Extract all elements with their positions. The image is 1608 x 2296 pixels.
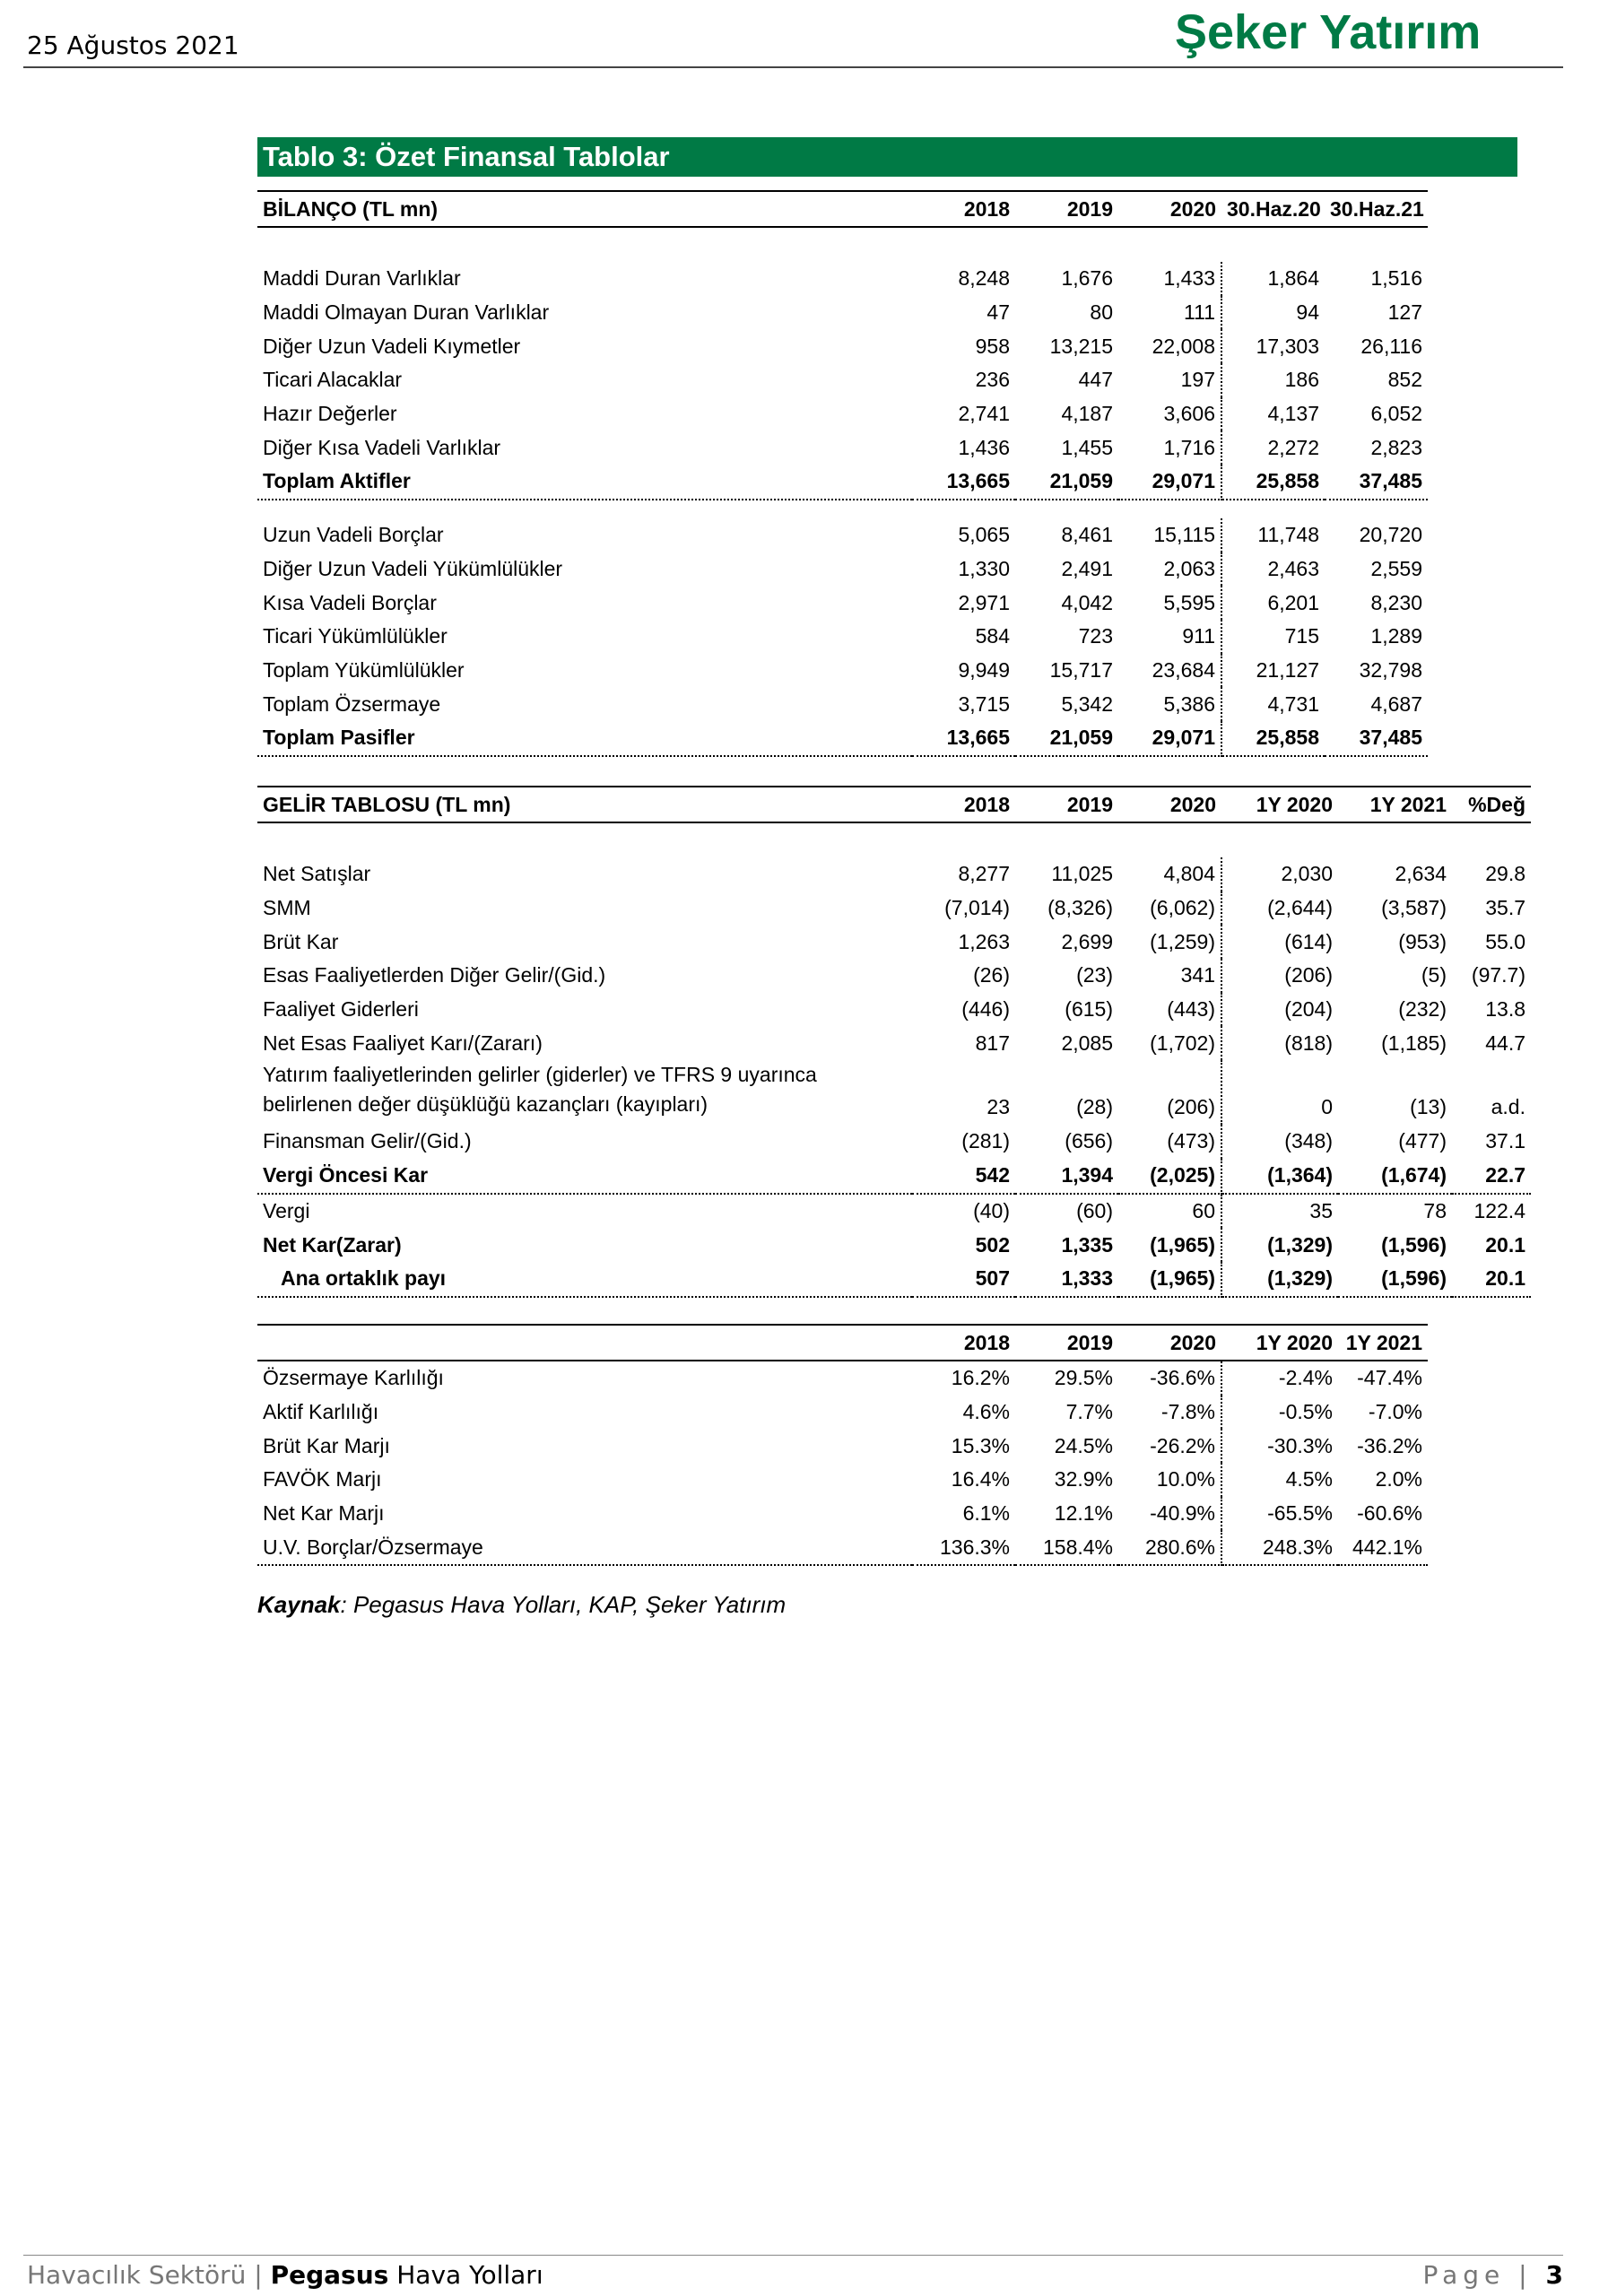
row-label: Vergi Öncesi Kar: [257, 1159, 912, 1194]
logo-text: Şeker Yatırım: [1175, 5, 1482, 59]
row-label: FAVÖK Marjı: [263, 1467, 382, 1492]
cell-value: -60.6%: [1357, 1501, 1422, 1526]
cell-value: 2,491: [1061, 556, 1113, 580]
row-label: Esas Faaliyetlerden Diğer Gelir/(Gid.): [263, 963, 606, 987]
table-row: [257, 329, 1428, 363]
cell-value: (818): [1284, 1031, 1333, 1055]
cell-value: (2,644): [1267, 896, 1333, 920]
table-row: [257, 363, 1428, 397]
row-label: Toplam Yükümlülükler: [263, 657, 465, 682]
row-label: Özsermaye Karlılığı: [263, 1366, 444, 1390]
cell-value: 2,699: [1061, 929, 1113, 953]
cell-value: 23: [987, 1095, 1010, 1119]
cell-value: 24.5%: [1054, 1433, 1113, 1457]
cell-value: (1,185): [1381, 1031, 1447, 1055]
cell-value: (953): [1398, 929, 1447, 953]
row-label: Maddi Olmayan Duran Varlıklar: [263, 300, 550, 325]
header-divider: [23, 66, 1563, 68]
cell-value: -30.3%: [1267, 1433, 1333, 1457]
cell-value: 1,335: [1061, 1232, 1113, 1257]
row-label: Ticari Alacaklar: [263, 368, 403, 392]
ratio-rows: [257, 1361, 1428, 1565]
col-header: %Değ: [1452, 787, 1531, 822]
cell-value: (1,965): [1118, 1262, 1221, 1297]
cell-value: (206): [1118, 1060, 1221, 1125]
income-header-row: [257, 787, 1531, 822]
cell-value: 122.4: [1473, 1198, 1525, 1222]
cell-value: 502: [975, 1232, 1010, 1257]
cell-value: 37.1: [1485, 1129, 1525, 1153]
row-label: Net Kar Marjı: [263, 1501, 385, 1526]
cell-value: 4.6%: [962, 1400, 1010, 1424]
cell-value: 78: [1423, 1198, 1447, 1222]
col-header: 2019: [1015, 191, 1118, 227]
liabilities-section: [257, 518, 1428, 756]
cell-value: -65.5%: [1267, 1501, 1333, 1526]
cell-value: 4,687: [1370, 691, 1422, 716]
col-header: 2019: [1015, 787, 1118, 822]
ratios-header-row: [257, 1325, 1428, 1361]
table-title: Tablo 3: Özet Finansal Tablolar: [257, 137, 1517, 177]
cell-value: -26.2%: [1118, 1429, 1221, 1463]
cell-value: -7.0%: [1368, 1400, 1422, 1424]
table-row: [257, 1194, 1531, 1229]
cell-value: 26,116: [1360, 334, 1422, 358]
row-label: Hazır Değerler: [263, 402, 397, 426]
cell-value: 15,115: [1118, 518, 1221, 552]
row-label: Diğer Kısa Vadeli Varlıklar: [263, 435, 501, 459]
cell-value: 25,858: [1221, 465, 1325, 500]
cell-value: 29,071: [1118, 721, 1221, 756]
income-rows: [257, 857, 1531, 1297]
cell-value: 852: [1387, 368, 1422, 392]
cell-value: (614): [1284, 929, 1333, 953]
cell-value: 8,230: [1370, 590, 1422, 614]
balance-header-row: [257, 191, 1428, 227]
footer-page: Page | 3: [1422, 2260, 1563, 2290]
col-header: 1Y 2020: [1221, 787, 1338, 822]
cell-value: (5): [1421, 963, 1447, 987]
cell-value: 1,333: [1015, 1262, 1118, 1297]
cell-value: -2.4%: [1278, 1366, 1333, 1390]
cell-value: 1,436: [958, 435, 1010, 459]
cell-value: 1,516: [1370, 266, 1422, 291]
footer-company-rest: Hava Yolları: [388, 2260, 543, 2290]
row-label: Ana ortaklık payı: [257, 1262, 912, 1297]
cell-value: 2,463: [1267, 556, 1319, 580]
row-label: Yatırım faaliyetlerinden gelirler (giderler) ve TFRS 9 uyarınca belirlenen değer düşüklüğü kazançları (kayıpları): [263, 1063, 817, 1117]
cell-value: -7.8%: [1118, 1396, 1221, 1430]
cell-value: (28): [1076, 1095, 1113, 1119]
cell-value: (204): [1284, 997, 1333, 1022]
row-label: Toplam Aktifler: [257, 465, 912, 500]
row-label: Net Kar(Zarar): [263, 1232, 402, 1257]
cell-value: 44.7: [1485, 1031, 1525, 1055]
cell-value: 4.5%: [1285, 1467, 1333, 1492]
cell-value: 13,665: [912, 465, 1015, 500]
cell-value: 2,559: [1370, 556, 1422, 580]
cell-value: 16.4%: [951, 1467, 1010, 1492]
cell-value: (477): [1398, 1129, 1447, 1153]
row-label: Diğer Uzun Vadeli Yükümlülükler: [263, 556, 563, 580]
cell-value: 6.1%: [962, 1501, 1010, 1526]
cell-value: 35: [1309, 1198, 1333, 1222]
cell-value: 8,277: [958, 862, 1010, 886]
table-row: [257, 654, 1428, 688]
cell-value: 186: [1284, 368, 1319, 392]
table-row: [257, 465, 1428, 500]
cell-value: (281): [961, 1129, 1010, 1153]
cell-value: 35.7: [1485, 896, 1525, 920]
col-header: 30.Haz.21: [1325, 191, 1428, 227]
cell-value: 25,858: [1221, 721, 1325, 756]
cell-value: 22,008: [1118, 329, 1221, 363]
footer-sector: Havacılık Sektörü: [27, 2260, 247, 2290]
col-header: 2018: [912, 191, 1015, 227]
cell-value: 5,342: [1061, 691, 1113, 716]
row-label: U.V. Borçlar/Özsermaye: [257, 1530, 912, 1565]
cell-value: 13,665: [912, 721, 1015, 756]
cell-value: 5,386: [1118, 687, 1221, 721]
cell-value: 13,215: [1049, 334, 1113, 358]
ratios-table: [257, 1324, 1428, 1566]
cell-value: (206): [1284, 963, 1333, 987]
footer-company: Pegasus: [270, 2260, 389, 2290]
table-row: [257, 721, 1428, 756]
row-label: Kısa Vadeli Borçlar: [263, 590, 437, 614]
cell-value: 447: [1078, 368, 1113, 392]
cell-value: 6,201: [1267, 590, 1319, 614]
row-label: Uzun Vadeli Borçlar: [263, 523, 444, 547]
source-label: Kaynak: [257, 1591, 341, 1618]
table-row: [257, 1262, 1531, 1297]
cell-value: (1,329): [1267, 1232, 1333, 1257]
cell-value: (40): [973, 1198, 1010, 1222]
cell-value: 5,595: [1118, 586, 1221, 620]
cell-value: (232): [1398, 997, 1447, 1022]
cell-value: 1,289: [1370, 624, 1422, 648]
cell-value: 248.3%: [1221, 1530, 1338, 1565]
cell-value: 2,085: [1061, 1031, 1113, 1055]
cell-value: 32,798: [1359, 657, 1422, 682]
cell-value: (13): [1410, 1095, 1447, 1119]
cell-value: 29.8: [1485, 862, 1525, 886]
cell-value: 12.1%: [1054, 1501, 1113, 1526]
cell-value: (1,596): [1381, 1232, 1447, 1257]
cell-value: (2,025): [1118, 1159, 1221, 1194]
cell-value: (348): [1284, 1129, 1333, 1153]
col-header: 1Y 2021: [1338, 787, 1452, 822]
cell-value: (1,259): [1118, 925, 1221, 959]
cell-value: 7.7%: [1065, 1400, 1113, 1424]
cell-value: (1,596): [1338, 1262, 1452, 1297]
cell-value: 3,715: [958, 691, 1010, 716]
cell-value: (6,062): [1118, 891, 1221, 926]
assets-section: [257, 262, 1428, 500]
table-row: [257, 993, 1531, 1027]
cell-value: -47.4%: [1357, 1366, 1422, 1390]
cell-value: 542: [912, 1159, 1015, 1194]
cell-value: 55.0: [1485, 929, 1525, 953]
cell-value: 280.6%: [1118, 1530, 1221, 1565]
row-label: SMM: [263, 896, 311, 920]
cell-value: 21,059: [1015, 721, 1118, 756]
table-row: [257, 687, 1428, 721]
cell-value: 111: [1118, 296, 1221, 330]
col-header: 1Y 2020: [1221, 1325, 1338, 1361]
cell-value: 4,137: [1267, 402, 1319, 426]
table-row: [257, 1125, 1531, 1159]
cell-value: (3,587): [1381, 896, 1447, 920]
table-row: [257, 1026, 1531, 1060]
cell-value: -40.9%: [1118, 1497, 1221, 1531]
col-header: 1Y 2021: [1338, 1325, 1428, 1361]
cell-value: 29.5%: [1054, 1366, 1113, 1390]
cell-value: 16.2%: [951, 1366, 1010, 1390]
table-row: [257, 1530, 1428, 1565]
cell-value: (446): [961, 997, 1010, 1022]
cell-value: (1,965): [1118, 1228, 1221, 1262]
table-row: [257, 397, 1428, 431]
cell-value: 9,949: [958, 657, 1010, 682]
row-label: Toplam Özsermaye: [263, 691, 441, 716]
cell-value: (8,326): [1047, 896, 1113, 920]
row-label: Faaliyet Giderleri: [263, 997, 419, 1022]
cell-value: 11,025: [1051, 862, 1113, 886]
table-row: [257, 925, 1531, 959]
row-label: Finansman Gelir/(Gid.): [263, 1129, 472, 1153]
table-row: [257, 891, 1531, 926]
cell-value: 584: [975, 624, 1010, 648]
cell-value: 23,684: [1118, 654, 1221, 688]
cell-value: 22.7: [1452, 1159, 1531, 1194]
cell-value: 2,030: [1281, 862, 1333, 886]
row-label: Net Esas Faaliyet Karı/(Zararı): [263, 1031, 543, 1055]
row-label: Ticari Yükümlülükler: [263, 624, 448, 648]
table-row: [257, 959, 1531, 993]
table-row: [257, 1060, 1531, 1125]
footer-left: Havacılık Sektörü | Pegasus Hava Yolları: [27, 2260, 543, 2290]
cell-value: 60: [1118, 1194, 1221, 1229]
cell-value: 4,187: [1061, 402, 1113, 426]
col-header: 2020: [1118, 1325, 1221, 1361]
cell-value: a.d.: [1491, 1095, 1525, 1119]
col-header: 2018: [912, 787, 1015, 822]
cell-value: 15.3%: [951, 1433, 1010, 1457]
source-text: : Pegasus Hava Yolları, KAP, Şeker Yatırım: [340, 1591, 787, 1618]
cell-value: 127: [1387, 300, 1422, 325]
source-note: [257, 1591, 786, 1619]
cell-value: 32.9%: [1054, 1467, 1113, 1492]
seker-yatirim-logo: [1175, 2, 1569, 61]
cell-value: 2.0%: [1375, 1467, 1422, 1492]
cell-value: 3,606: [1118, 397, 1221, 431]
cell-value: 715: [1284, 624, 1319, 648]
table-row: [257, 1396, 1428, 1430]
cell-value: 8,461: [1061, 523, 1113, 547]
cell-value: 2,971: [958, 590, 1010, 614]
cell-value: 723: [1078, 624, 1113, 648]
cell-value: (60): [1076, 1198, 1113, 1222]
cell-value: 29,071: [1118, 465, 1221, 500]
cell-value: -0.5%: [1278, 1400, 1333, 1424]
cell-value: 6,052: [1370, 402, 1422, 426]
cell-value: (97.7): [1471, 963, 1525, 987]
cell-value: (23): [1076, 963, 1113, 987]
cell-value: -36.2%: [1357, 1433, 1422, 1457]
cell-value: 958: [975, 334, 1010, 358]
cell-value: 236: [975, 368, 1010, 392]
col-header: 2020: [1118, 191, 1221, 227]
cell-value: 4,804: [1118, 857, 1221, 891]
table-row: [257, 1497, 1428, 1531]
cell-value: -36.6%: [1118, 1361, 1221, 1396]
row-label: Vergi: [263, 1198, 310, 1222]
cell-value: 20.1: [1452, 1262, 1531, 1297]
cell-value: 15,717: [1049, 657, 1113, 682]
cell-value: 341: [1118, 959, 1221, 993]
cell-value: 94: [1296, 300, 1319, 325]
cell-value: 4,042: [1061, 590, 1113, 614]
cell-value: 37,485: [1325, 465, 1428, 500]
cell-value: 158.4%: [1015, 1530, 1118, 1565]
footer-divider: [23, 2255, 1563, 2256]
cell-value: 507: [912, 1262, 1015, 1297]
cell-value: 1,716: [1118, 430, 1221, 465]
cell-value: 2,272: [1267, 435, 1319, 459]
cell-value: 1,263: [958, 929, 1010, 953]
table-row: [257, 857, 1531, 891]
cell-value: 1,330: [958, 556, 1010, 580]
page-word: Page: [1422, 2260, 1506, 2290]
table-row: [257, 586, 1428, 620]
cell-value: 21,127: [1256, 657, 1319, 682]
cell-value: 2,063: [1118, 552, 1221, 587]
cell-value: (615): [1065, 997, 1113, 1022]
table-row: [257, 1159, 1531, 1194]
table-row: [257, 430, 1428, 465]
cell-value: 817: [975, 1031, 1010, 1055]
row-label: Aktif Karlılığı: [263, 1400, 379, 1424]
cell-value: 0: [1321, 1095, 1333, 1119]
table-row: [257, 1429, 1428, 1463]
cell-value: 136.3%: [912, 1530, 1015, 1565]
row-label: Diğer Uzun Vadeli Kıymetler: [263, 334, 521, 358]
table-row: [257, 552, 1428, 587]
cell-value: 1,455: [1061, 435, 1113, 459]
row-label: Net Satışlar: [263, 862, 371, 886]
balance-sheet-table: [257, 190, 1428, 757]
report-date: 25 Ağustos 2021: [27, 30, 239, 60]
cell-value: 8,248: [958, 266, 1010, 291]
col-header: 2019: [1015, 1325, 1118, 1361]
income-title: GELİR TABLOSU (TL mn): [257, 787, 912, 822]
cell-value: 20.1: [1485, 1232, 1525, 1257]
cell-value: 20,720: [1359, 523, 1422, 547]
row-label: Brüt Kar Marjı: [263, 1433, 390, 1457]
cell-value: 4,731: [1267, 691, 1319, 716]
cell-value: 37,485: [1325, 721, 1428, 756]
cell-value: 80: [1090, 300, 1113, 325]
table-row: [257, 262, 1428, 296]
row-label: Brüt Kar: [263, 929, 339, 953]
cell-value: 2,634: [1395, 862, 1447, 886]
page-number: 3: [1545, 2260, 1563, 2290]
table-row: [257, 518, 1428, 552]
cell-value: (656): [1065, 1129, 1113, 1153]
cell-value: (7,014): [944, 896, 1010, 920]
cell-value: 11,748: [1257, 523, 1319, 547]
table-row: [257, 620, 1428, 654]
table-row: [257, 1361, 1428, 1396]
cell-value: (1,364): [1221, 1159, 1338, 1194]
cell-value: 5,065: [958, 523, 1010, 547]
cell-value: 10.0%: [1118, 1463, 1221, 1497]
cell-value: 442.1%: [1338, 1530, 1428, 1565]
cell-value: 13.8: [1485, 997, 1525, 1022]
col-header: 30.Haz.20: [1221, 191, 1325, 227]
cell-value: 47: [987, 300, 1010, 325]
cell-value: 911: [1118, 620, 1221, 654]
cell-value: (26): [973, 963, 1010, 987]
cell-value: 1,676: [1061, 266, 1113, 291]
cell-value: (1,702): [1118, 1026, 1221, 1060]
balance-title: BİLANÇO (TL mn): [257, 191, 912, 227]
cell-value: 1,864: [1267, 266, 1319, 291]
row-label: Maddi Duran Varlıklar: [263, 266, 461, 291]
table-row: [257, 296, 1428, 330]
table-row: [257, 1228, 1531, 1262]
cell-value: 2,823: [1370, 435, 1422, 459]
cell-value: (1,329): [1221, 1262, 1338, 1297]
col-header: 2020: [1118, 787, 1221, 822]
cell-value: 21,059: [1015, 465, 1118, 500]
cell-value: 17,303: [1256, 334, 1319, 358]
cell-value: (1,674): [1338, 1159, 1452, 1194]
cell-value: (473): [1118, 1125, 1221, 1159]
cell-value: 2,741: [958, 402, 1010, 426]
cell-value: 197: [1118, 363, 1221, 397]
row-label: Toplam Pasifler: [257, 721, 912, 756]
income-statement-table: [257, 786, 1531, 1298]
table-row: [257, 1463, 1428, 1497]
cell-value: 1,394: [1015, 1159, 1118, 1194]
cell-value: 1,433: [1118, 262, 1221, 296]
col-header: 2018: [912, 1325, 1015, 1361]
cell-value: (443): [1118, 993, 1221, 1027]
